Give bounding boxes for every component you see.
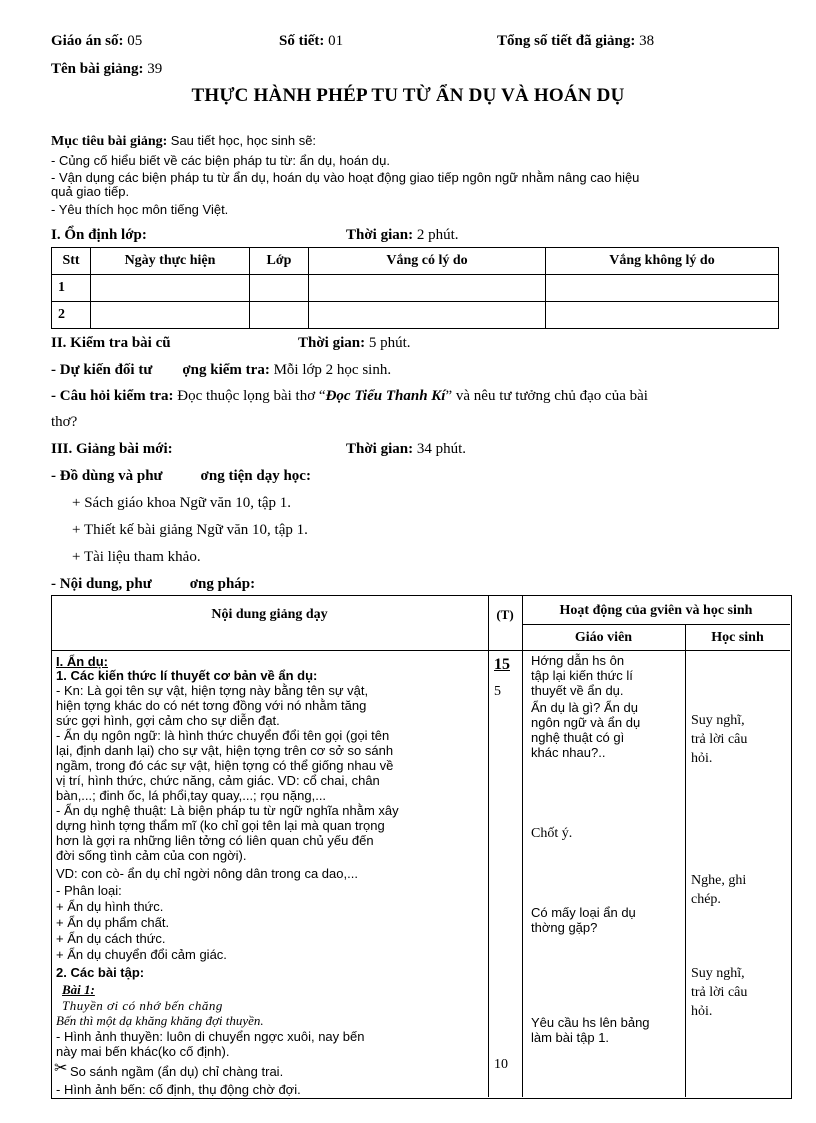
col-stt: Stt (52, 248, 91, 275)
content-line: - Phân loại: (56, 883, 122, 898)
section1-heading: I. Ổn định lớp: (51, 227, 147, 243)
tool-item: + Tài liệu tham khảo. (72, 549, 201, 565)
student-line: hỏi. (691, 751, 713, 766)
time-5: 5 (494, 684, 501, 699)
content-line: lại, định danh lại) cho sự vật, hiện tợng trên cơ sở so sánh (56, 743, 394, 758)
content-line: - Kn: Là gọi tên sự vật, hiện tợng này bằng tên sự vật, (56, 683, 369, 698)
section1-time: Thời gian: 2 phút. (346, 227, 459, 243)
check-question: - Câu hỏi kiểm tra: Đọc thuộc lọng bài thơ “Đọc Tiểu Thanh Kí” và nêu tư tưởng chủ đạo của bài (51, 388, 648, 404)
content-line: + Ẩn dụ phẩm chất. (56, 915, 170, 930)
section2-heading: II. Kiểm tra bài cũ (51, 335, 171, 351)
student-line: hỏi. (691, 1004, 713, 1019)
content-line: sức gợi hình, gợi cảm cho sự diễn đạt. (56, 713, 280, 728)
page-title: THỰC HÀNH PHÉP TU TỪ ẨN DỤ VÀ HOÁN DỤ (191, 85, 625, 106)
content-line: So sánh ngầm (ẩn dụ) chỉ chàng trai. (70, 1064, 284, 1079)
objective-3: - Yêu thích học môn tiếng Việt. (51, 202, 229, 217)
period-count: Số tiết: 01 (279, 33, 344, 49)
teacher-line: khác nhau?.. (531, 745, 606, 760)
content-line: I. Ẩn dụ: (56, 654, 108, 669)
section2-time: Thời gian: 5 phút. (298, 335, 411, 351)
check-target: - Dự kiến đối tư ợng kiểm tra: Mỗi lớp 2 học sinh. (51, 362, 392, 378)
teacher-line: Yêu cầu hs lên bảng (531, 1015, 650, 1030)
lesson-name: Tên bài giảng: 39 (51, 61, 163, 77)
student-line: Suy nghĩ, (691, 713, 745, 728)
teacher-line: làm bài tập 1. (531, 1030, 610, 1045)
content-line: + Ẩn dụ chuyển đổi cảm giác. (56, 947, 227, 962)
student-line: Suy nghĩ, (691, 966, 745, 981)
content-line: - Hình ảnh thuyền: luôn di chuyển ngợc xuôi, nay bến (56, 1029, 365, 1044)
content-line: - Ẩn dụ ngôn ngữ: là hình thức chuyển đổi tên gọi (gọi tên (56, 728, 390, 743)
content-line: + Ẩn dụ cách thức. (56, 931, 166, 946)
student-line: trả lời câu (691, 985, 748, 1000)
teacher-line: Có mấy loại ẩn dụ (531, 905, 636, 920)
content-line: 2. Các bài tập: (56, 965, 145, 980)
col-content-header: Nội dung giảng dạy (211, 607, 328, 622)
content-line: này mai bến khác(ko cố định). (56, 1044, 230, 1059)
content-line: ngầm, trong đó các sự vật, hiện tợng có thể giống nhau về (56, 758, 394, 773)
total-periods: Tổng số tiết đã giảng: 38 (497, 33, 655, 49)
col-absent-excused: Vắng có lý do (309, 248, 546, 275)
teacher-line: Hớng dẫn hs ôn (531, 653, 625, 668)
method-heading: - Nội dung, phư ơng pháp: (51, 576, 256, 592)
content-line: hơn là gợi ra những liên tởng có liên quan chủ yếu đến (56, 833, 374, 848)
teacher-line: Chốt ý. (531, 826, 573, 841)
col-absent-unexcused: Vắng không lý do (546, 248, 779, 275)
table-row: 1 (52, 275, 779, 302)
tool-item: + Thiết kế bài giảng Ngữ văn 10, tập 1. (72, 522, 308, 538)
col-activity-header: Hoạt động của gviên và học sinh (559, 603, 753, 618)
scissors-icon: ✂ (54, 1060, 68, 1077)
teacher-line: thờng gặp? (531, 920, 598, 935)
student-line: chép. (691, 892, 721, 907)
col-student-header: Học sinh (711, 630, 764, 645)
content-line: bàn,...; đinh ốc, lá phổi,tay quay,...; rọu nặng,... (56, 788, 327, 803)
teacher-line: Ẩn dụ là gì? Ẩn dụ (531, 700, 638, 715)
col-date: Ngày thực hiện (91, 248, 250, 275)
content-line: 1. Các kiến thức lí thuyết cơ bản về ẩn dụ: (56, 668, 318, 683)
tools-heading: - Đồ dùng và phư ơng tiện dạy học: (51, 468, 311, 484)
content-line: Bến thì một dạ khăng khăng đợi thuyền. (56, 1013, 264, 1028)
student-line: trả lời câu (691, 732, 748, 747)
col-class: Lớp (250, 248, 309, 275)
table-row: 2 (52, 302, 779, 329)
time-15: 15 (494, 656, 510, 673)
col-time-header: (T) (496, 607, 514, 622)
time-10: 10 (494, 1057, 508, 1072)
content-line: + Ẩn dụ hình thức. (56, 899, 164, 914)
objectives-heading: Mục tiêu bài giảng: Sau tiết học, học sinh sẽ: (51, 133, 317, 149)
content-line: Thuyền ơi có nhớ bến chăng (62, 998, 223, 1013)
content-line: đời sống tình cảm của con ngời). (56, 848, 247, 863)
content-line: - Ẩn dụ nghệ thuật: Là biện pháp tu từ ngữ nghĩa nhằm xây (56, 803, 399, 818)
objective-2: - Vận dụng các biện pháp tu từ ẩn dụ, hoán dụ vào hoạt động giao tiếp ngôn ngữ nhằm nâng cao hiệu (51, 170, 640, 185)
content-line: hiện tợng khác do có nét tơng đồng với nó nhằm tăng (56, 698, 367, 713)
student-line: Nghe, ghi (691, 873, 747, 888)
teacher-line: thuyết về ẩn dụ. (531, 683, 624, 698)
section3-heading: III. Giảng bài mới: (51, 441, 173, 457)
content-line: - Hình ảnh bến: cố định, thụ động chờ đợi. (56, 1082, 301, 1097)
teacher-line: tập lại kiến thức lí (531, 668, 633, 683)
objective-2-cont: quả giao tiếp. (51, 184, 130, 199)
content-line: VD: con cò- ẩn dụ chỉ ngời nông dân trong ca dao,... (56, 866, 358, 881)
lesson-number: Giáo án số: 05 (51, 33, 143, 49)
attendance-table (51, 247, 779, 329)
tool-item: + Sách giáo khoa Ngữ văn 10, tập 1. (72, 495, 292, 511)
content-line: dựng hình tợng thẩm mĩ (ko chỉ gọi tên lại mà quan trọng (56, 818, 385, 833)
content-line: Bài 1: (62, 982, 95, 997)
teacher-line: ngôn ngữ và ẩn dụ (531, 715, 641, 730)
check-question-end: thơ? (51, 414, 78, 430)
content-line: vị trí, hình thức, chức năng, cảm giác. VD: cổ chai, chân (56, 773, 380, 788)
section3-time: Thời gian: 34 phút. (346, 441, 466, 457)
col-teacher-header: Giáo viên (574, 630, 633, 645)
teacher-line: nghệ thuật có gì (531, 730, 625, 745)
objective-1: - Củng cố hiểu biết về các biện pháp tu từ: ẩn dụ, hoán dụ. (51, 153, 390, 168)
